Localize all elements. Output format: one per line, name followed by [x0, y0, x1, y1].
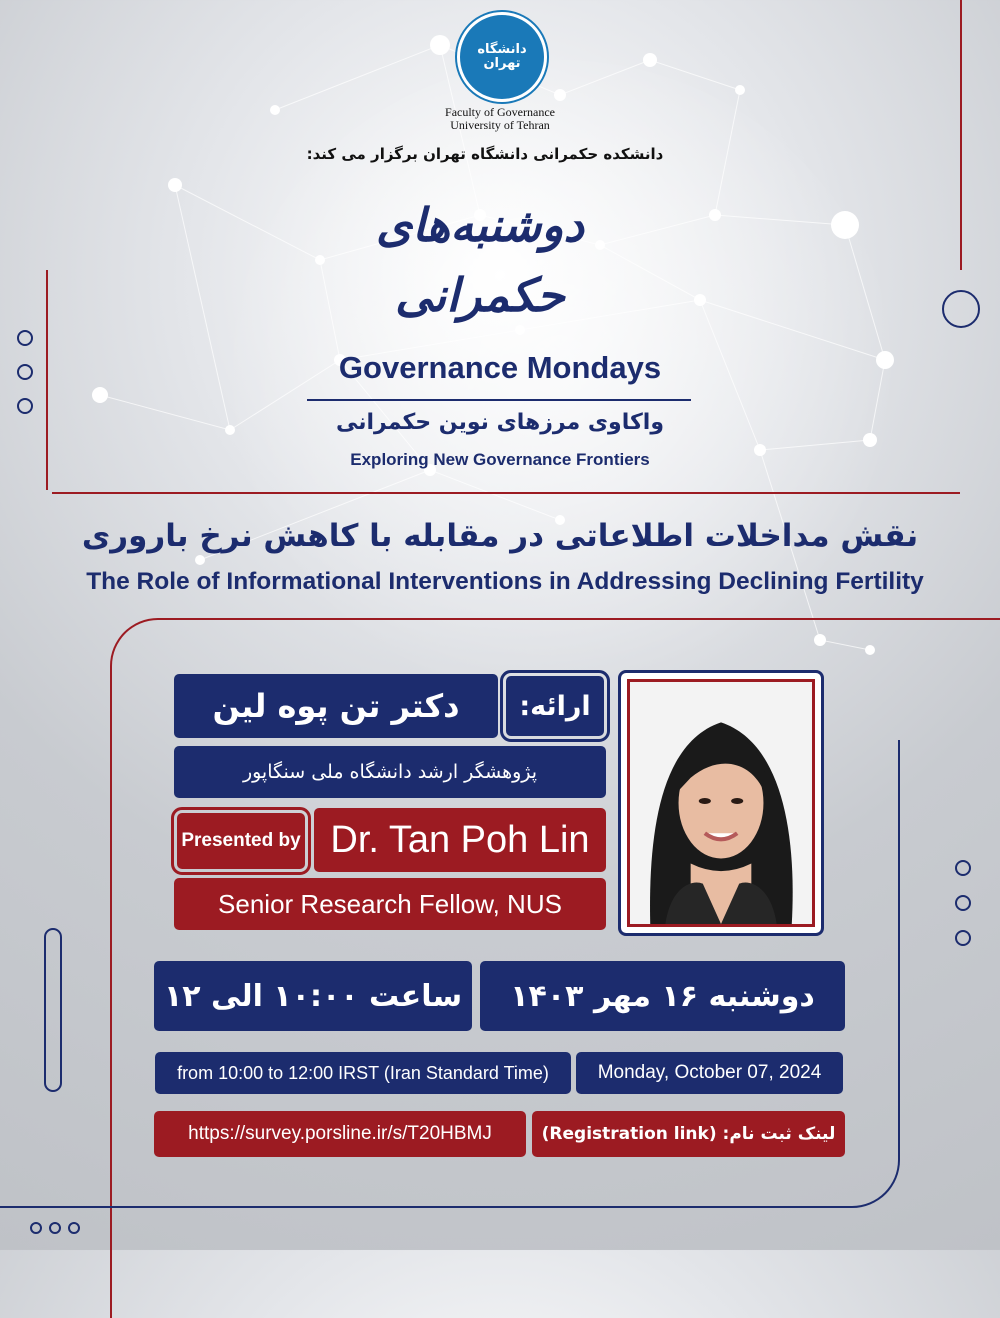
- series-name-en: Governance Mondays: [338, 350, 662, 385]
- registration-link[interactable]: https://survey.porsline.ir/s/T20HBMJ: [154, 1111, 526, 1157]
- speaker-name-fa: دکتر تن پوه لین: [174, 674, 498, 738]
- series-calligraphy-fa: دوشنبه‌های حکمرانی: [376, 198, 584, 322]
- host-announcement-fa: دانشکده حکمرانی دانشگاه تهران برگزار می کند:: [306, 145, 664, 163]
- decor-ring-small: [49, 1222, 61, 1234]
- faculty-line-2: University of Tehran: [450, 118, 550, 132]
- presented-by-label: Presented by: [177, 813, 305, 869]
- decor-red-line-left: [46, 270, 48, 490]
- presenter-label-fa: ارائه:: [506, 676, 604, 736]
- series-subtitle-fa: واکاوی مرزهای نوین حکمرانی: [336, 410, 664, 435]
- registration-label: لینک ثبت نام: (Registration link): [532, 1111, 845, 1157]
- time-fa: ساعت ۱۰:۰۰ الی ۱۲: [154, 961, 472, 1031]
- decor-ring: [17, 364, 33, 380]
- date-en: Monday, October 07, 2024: [576, 1052, 843, 1094]
- faculty-name-en: [380, 106, 620, 132]
- decor-ring: [17, 398, 33, 414]
- speaker-name-en: Dr. Tan Poh Lin: [314, 808, 606, 872]
- decor-ring-small: [68, 1222, 80, 1234]
- talk-title-en: The Role of Informational Interventions in Addressing Declining Fertility: [86, 568, 924, 595]
- date-fa: دوشنبه ۱۶ مهر ۱۴۰۳: [480, 961, 845, 1031]
- title-rule-top: [52, 492, 960, 494]
- speaker-photo-frame: [618, 670, 824, 936]
- university-of-tehran-logo: دانشگاه تهران: [457, 12, 547, 102]
- decor-circle-right: [942, 290, 980, 328]
- series-divider: [307, 399, 691, 401]
- decor-red-line-top-right: [960, 0, 962, 270]
- faculty-line-1: Faculty of Governance: [445, 105, 555, 119]
- time-en: from 10:00 to 12:00 IRST (Iran Standard Time): [155, 1052, 571, 1094]
- speaker-affiliation-fa: پژوهشگر ارشد دانشگاه ملی سنگاپور: [174, 746, 606, 798]
- decor-ring-small: [30, 1222, 42, 1234]
- talk-title-fa: نقش مداخلات اطلاعاتی در مقابله با کاهش نرخ باروری: [81, 518, 919, 554]
- series-subtitle-en: Exploring New Governance Frontiers: [350, 450, 650, 469]
- speaker-affiliation-en: Senior Research Fellow, NUS: [174, 878, 606, 930]
- speaker-photo: [627, 679, 815, 927]
- decor-ring: [17, 330, 33, 346]
